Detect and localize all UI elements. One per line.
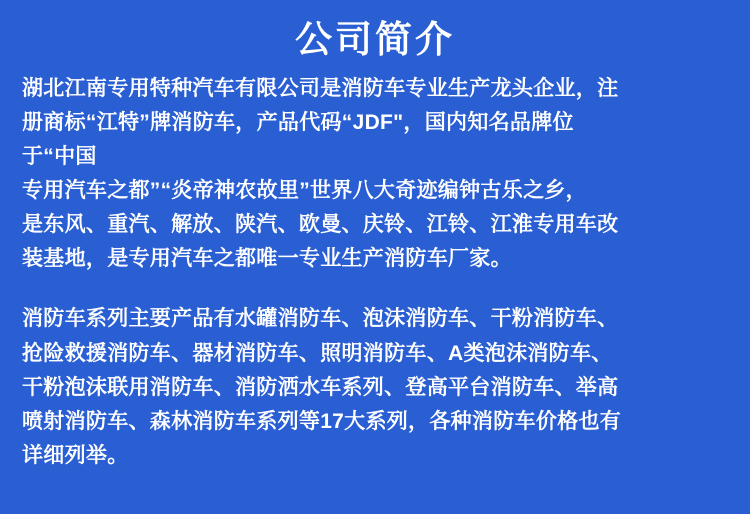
page-title: 公司简介 [295, 19, 455, 60]
body-text [18, 72, 732, 472]
paragraph-intro [22, 72, 728, 276]
text-line: 专用汽车之都”“炎帝神农故里”世界八大奇迹编钟古乐之乡， [22, 179, 587, 203]
text-line: 湖北江南专用特种汽车有限公司是消防车专业生产龙头企业，注 [22, 77, 619, 101]
text-line: 消防车系列主要产品有水罐消防车、泡沫消防车、干粉消防车、 [22, 307, 619, 331]
text-line: 装基地，是专用汽车之都唯一专业生产消防车厂家。 [22, 247, 512, 271]
text-line: 干粉泡沫联用消防车、消防洒水车系列、登高平台消防车、举高 [22, 375, 619, 399]
text-line: 册商标“江特”牌消防车，产品代码“JDF"，国内知名品牌位 [22, 111, 574, 135]
text-line: 抢险救援消防车、器材消防车、照明消防车、A类泡沫消防车、 [22, 341, 613, 365]
paragraph-products [22, 302, 728, 472]
text-line: 于“中国 [22, 145, 97, 169]
text-line: 详细列举。 [22, 443, 129, 467]
text-line: 喷射消防车、森林消防车系列等17大系列，各种消防车价格也有 [22, 409, 622, 433]
text-line: 是东风、重汽、解放、陕汽、欧曼、庆铃、江铃、江淮专用车改 [22, 213, 619, 237]
